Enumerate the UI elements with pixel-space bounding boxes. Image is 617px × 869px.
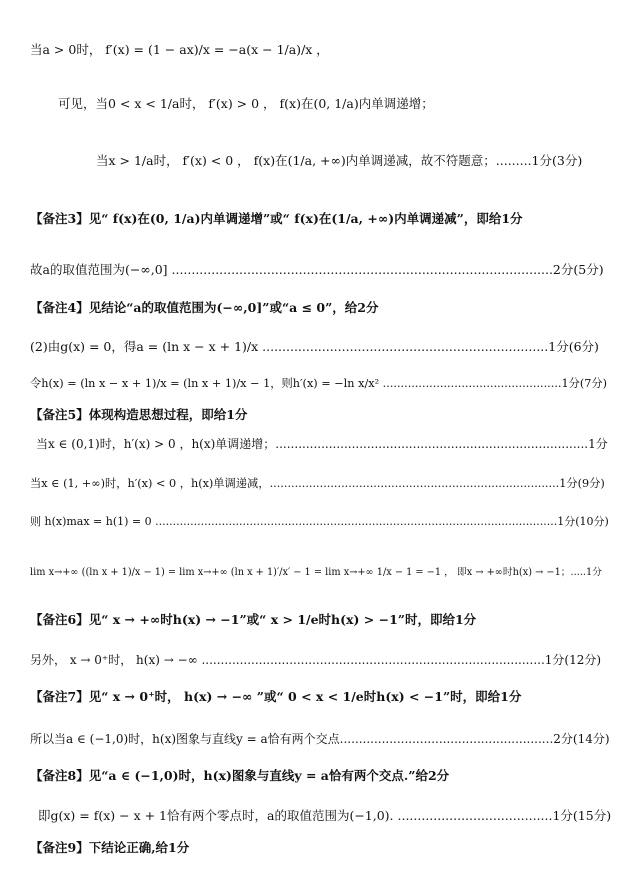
line-define-h: 令h(x) = (ln x − x + 1)/x = (ln x + 1)/x − 1，则h′(x) = −ln x/x² ..................................................1分(7分) bbox=[30, 377, 608, 390]
note-5: 【备注5】体现构造思想过程，即给1分 bbox=[30, 407, 248, 422]
line-conclusion: 即g(x) = f(x) − x + 1恰有两个零点时，a的取值范围为(−1,0). .......................................1分(15分) bbox=[38, 808, 612, 823]
line-h-decreasing: 当x ∈ (1, +∞)时，h′(x) < 0 ，h(x)单调递减，.................................................................................1分(9分) bbox=[30, 477, 605, 490]
line-case-a-positive-derivative: 当a > 0时， f′(x) = (1 − ax)/x = −a(x − 1/a)/x ， bbox=[30, 42, 329, 57]
note-8: 【备注8】见“a ∈ (−1,0)时，h(x)图象与直线y = a恰有两个交点.”给2分 bbox=[30, 768, 450, 783]
note-3: 【备注3】见“ f(x)在(0, 1/a)内单调递增”或“ f(x)在(1/a, +∞)内单调递减”，即给1分 bbox=[30, 211, 523, 226]
line-range-of-a: 故a的取值范围为(−∞,0] ................................................................................................2分(5分) bbox=[30, 262, 604, 277]
note-6: 【备注6】见“ x → +∞时h(x) → −1”或“ x > 1/e时h(x) > −1”时，即给1分 bbox=[30, 612, 477, 627]
line-decreasing-interval: 当x > 1/a时， f′(x) < 0 ， f(x)在(1/a, +∞)内单调递减，故不符题意；.........1分(3分) bbox=[96, 153, 583, 168]
line-h-max: 则 h(x)max = h(1) = 0 ...................................................................................................................1分(10分) bbox=[30, 515, 609, 528]
line-two-intersections: 所以当a ∈ (−1,0)时，h(x)图象与直线y = a恰有两个交点........................................................2分(14分) bbox=[30, 732, 610, 746]
line-increasing-interval: 可见，当0 < x < 1/a时， f′(x) > 0 ， f(x)在(0, 1/a)内单调递增； bbox=[58, 96, 434, 111]
line-part2-solve-a: (2)由g(x) = 0，得a = (ln x − x + 1)/x ........................................................................1分(6分) bbox=[30, 339, 599, 354]
line-h-increasing: 当x ∈ (0,1)时，h′(x) > 0 ，h(x)单调递增；..................................................................................1分 bbox=[36, 437, 608, 451]
line-limit-infinity: lim x→+∞ ((ln x + 1)/x − 1) = lim x→+∞ (ln x + 1)′/x′ − 1 = lim x→+∞ 1/x − 1 = −1 ， 即x → +∞时h(x) → −1；.....1分 bbox=[30, 567, 602, 578]
note-4: 【备注4】见结论“a的取值范围为(−∞,0]”或“a ≤ 0”，给2分 bbox=[30, 300, 379, 315]
note-7: 【备注7】见“ x → 0⁺时， h(x) → −∞ ”或“ 0 < x < 1/e时h(x) < −1”时，即给1分 bbox=[30, 689, 522, 704]
line-limit-zero: 另外， x → 0⁺时， h(x) → −∞ ..........................................................................................1分(12分) bbox=[30, 653, 602, 667]
note-9: 【备注9】下结论正确,给1分 bbox=[30, 840, 190, 855]
